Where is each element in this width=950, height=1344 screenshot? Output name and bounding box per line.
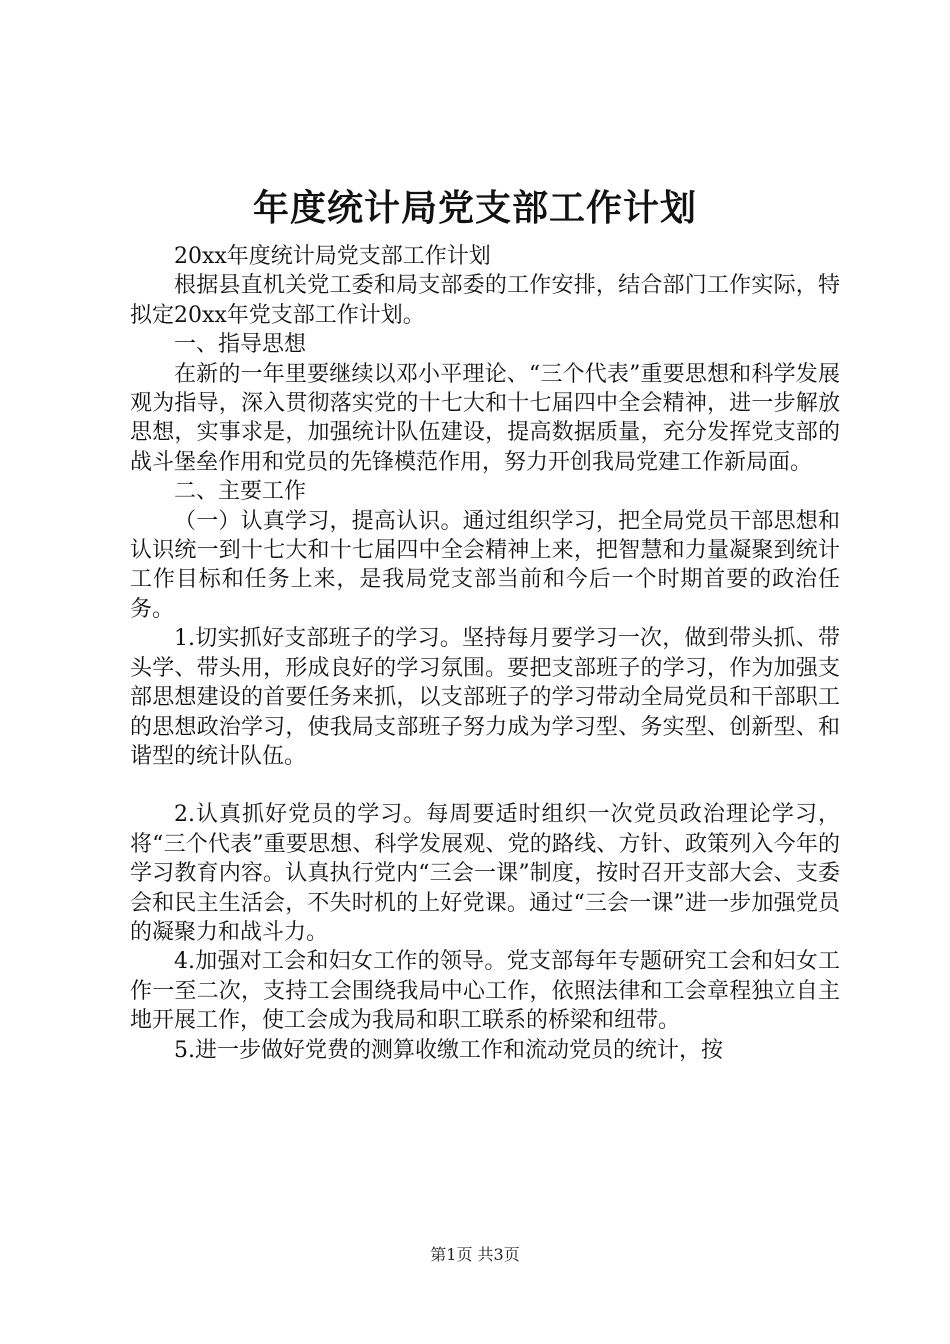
section-heading-guiding-ideology: 一、指导思想: [174, 332, 307, 358]
paragraph-item-4: 4.加强对工会和妇女工作的领导。党支部每年专题研究工会和妇女工作一至二次，支持工会围绕我局中心工作，依照法律和工会章程独立自主地开展工作，使工会成为我局和职工联系的桥梁和纽带。: [130, 949, 840, 1034]
paragraph-study: （一）认真学习，提高认识。通过组织学习，把全局党员干部思想和认识统一到十七大和十七届四中全会精神上来，把智慧和力量凝聚到统计工作目标和任务上来，是我局党支部当前和今后一个时期首要的政治任务。: [130, 508, 840, 622]
paragraph-intro: 根据县直机关党工委和局支部委的工作安排，结合部门工作实际，特拟定20xx年党支部工作计划。: [130, 273, 840, 328]
paragraph-guiding-ideology: 在新的一年里要继续以邓小平理论、“三个代表”重要思想和科学发展观为指导，深入贯彻落实党的十七大和十七届四中全会精神，进一步解放思想，实事求是，加强统计队伍建设，提高数据质量，充分发挥党支部的战斗堡垒作用和党员的先锋模范作用，努力开创我局党建工作新局面。: [130, 361, 840, 475]
paragraph-item-1: 1.切实抓好支部班子的学习。坚持每月要学习一次，做到带头抓、带头学、带头用，形成良好的学习氛围。要把支部班子的学习，作为加强支部思想建设的首要任务来抓，以支部班子的学习带动全局党员和干部职工的思想政治学习，使我局支部班子努力成为学习型、务实型、创新型、和谐型的统计队伍。: [130, 626, 840, 769]
page-footer: 第1页 共3页: [430, 1245, 520, 1264]
section-heading-main-work: 二、主要工作: [174, 479, 307, 505]
paragraph-subtitle: 20xx年度统计局党支部工作计划: [174, 244, 491, 269]
document-body: [130, 242, 840, 1065]
paragraph-item-5: 5.进一步做好党费的测算收缴工作和流动党员的统计，按: [174, 1037, 723, 1063]
paragraph-spacer: [130, 771, 840, 800]
document-title: 年度统计局党支部工作计划: [252, 187, 697, 229]
paragraph-item-2: 2.认真抓好党员的学习。每周要适时组织一次党员政治理论学习，将“三个代表”重要思想、科学发展观、党的路线、方针、政策列入今年的学习教育内容。认真执行党内“三会一课”制度，按时召开支部大会、支委会和民主生活会，不失时机的上好党课。通过“三会一课”进一步加强党员的凝聚力和战斗力。: [130, 802, 840, 945]
